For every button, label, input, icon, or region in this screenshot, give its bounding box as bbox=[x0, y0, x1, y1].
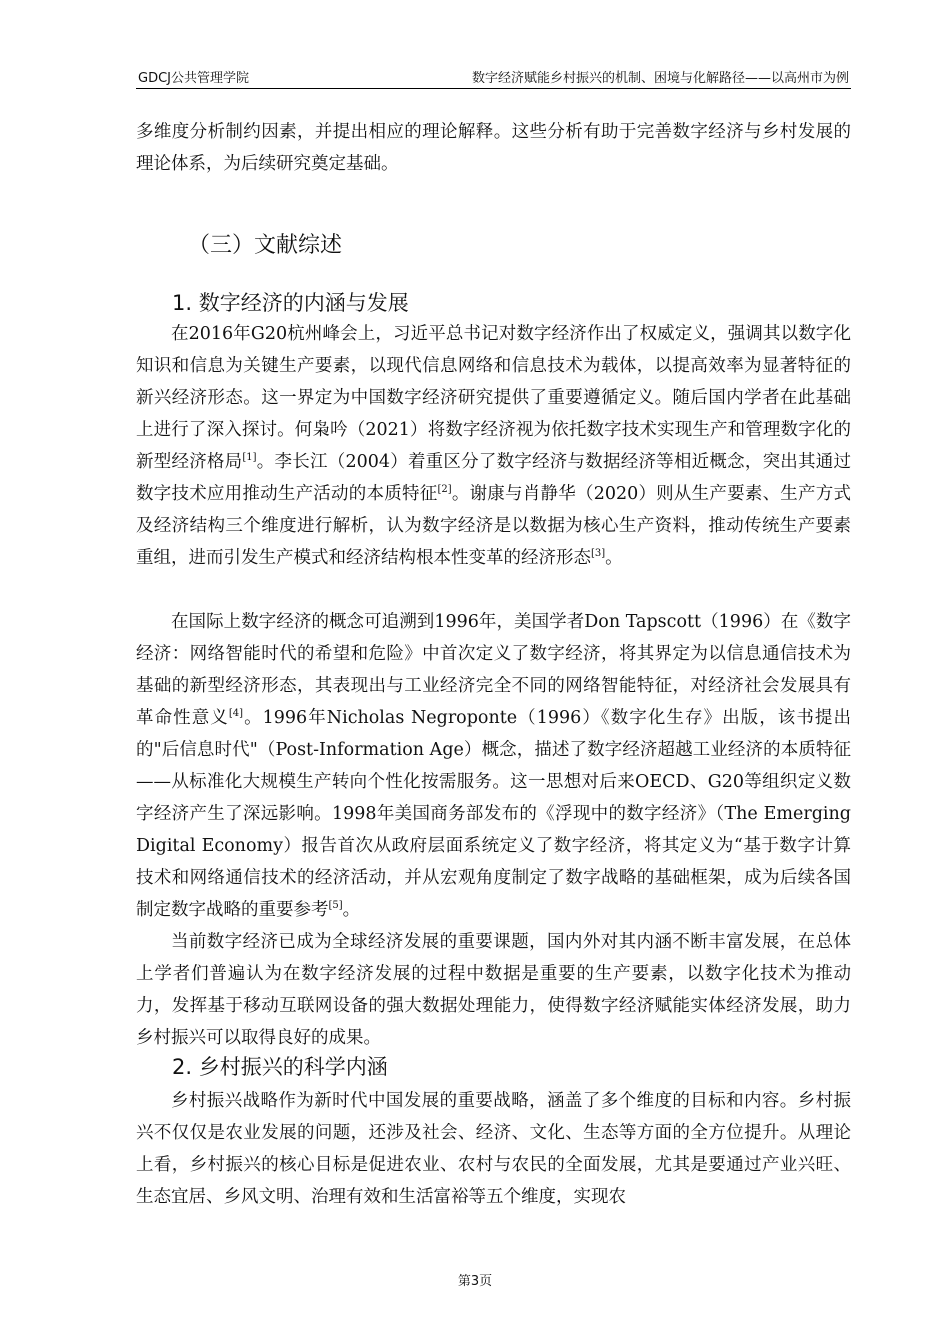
page-header bbox=[136, 66, 851, 89]
paragraph-current-status: 当前数字经济已成为全球经济发展的重要课题，国内外对其内涵不断丰富发展，在总体上学者们普遍认为在数字经济发展的过程中数据是重要的生产要素，以数字化技术为推动力，发挥基于移动互联网设备的强大数据处理能力，使得数字经济赋能实体经济发展，助力乡村振兴可以取得良好的成果。 bbox=[136, 932, 851, 1048]
paragraph-international-concept bbox=[136, 606, 851, 926]
paragraph-text: 在国际上数字经济的概念可追溯到1996年，美国学者Don Tapscott（1996）在《数字经济：网络智能时代的希望和危险》中首次定义了数字经济，将其界定为以信息通信技术为基础的新型经济形态，其表现出与工业经济完全不同的网络智能特征，对经济社会发展具有革命性意义 bbox=[136, 612, 851, 728]
subsection-title-2: 2. 乡村振兴的科学内涵 bbox=[172, 1055, 388, 1079]
citation-ref: [1] bbox=[242, 452, 257, 464]
paragraph-text: 。谢康与肖静华（2020）则从生产要素、生产方式及经济结构三个维度进行解析，认为数字经济是以数据为核心生产资料，推动传统生产要素重组，进而引发生产模式和经济结构根本性变革的经济形态 bbox=[136, 484, 851, 568]
intro-paragraph: 多维度分析制约因素，并提出相应的理论解释。这些分析有助于完善数字经济与乡村发展的理论体系，为后续研究奠定基础。 bbox=[136, 122, 851, 174]
paragraph-text: 。 bbox=[605, 548, 623, 568]
citation-ref: [3] bbox=[591, 548, 606, 560]
paragraph-digital-economy-definition bbox=[136, 318, 851, 574]
section-title: （三）文献综述 bbox=[188, 233, 343, 258]
paragraph-text: 。李长江（2004）着重区分了数字经济与数据经济等相近概念，突出其通过数字技术应用推动生产活动的本质特征 bbox=[136, 452, 851, 504]
citation-ref: [2] bbox=[437, 484, 452, 496]
citation-ref: [4] bbox=[228, 708, 243, 720]
citation-ref: [5] bbox=[328, 900, 343, 912]
header-thesis-title: 数字经济赋能乡村振兴的机制、困境与化解路径——以高州市为例 bbox=[471, 71, 849, 86]
subsection-title-1: 1. 数字经济的内涵与发展 bbox=[172, 291, 409, 315]
paragraph-rural-revitalization: 乡村振兴战略作为新时代中国发展的重要战略，涵盖了多个维度的目标和内容。乡村振兴不仅仅是农业发展的问题，还涉及社会、经济、文化、生态等方面的全方位提升。从理论上看，乡村振兴的核心目标是促进农业、农村与农民的全面发展，尤其是要通过产业兴旺、生态宜居、乡风文明、治理有效和生活富裕等五个维度，实现农 bbox=[136, 1091, 851, 1207]
paragraph-text: 在2016年G20杭州峰会上，习近平总书记对数字经济作出了权威定义，强调其以数字化知识和信息为关键生产要素，以现代信息网络和信息技术为载体，以提高效率为显著特征的新兴经济形态。这一界定为中国数字经济研究提供了重要遵循定义。随后国内学者在此基础上进行了深入探讨。何枭吟（2021）将数字经济视为依托数字技术实现生产和管理数字化的新型经济格局 bbox=[136, 324, 851, 472]
page-number: 第3页 bbox=[457, 1274, 493, 1289]
paragraph-text: 。1996年Nicholas Negroponte（1996）《数字化生存》出版，该书提出的"后信息时代"（Post-Information Age）概念，描述了数字经济超越工业经济的本质特征——从标准化大规模生产转向个性化按需服务。这一思想对后来OECD、G20等组织定义数字经济产生了深远影响。1998年美国商务部发布的《浮现中的数字经济》（The Emerging Digital Economy）报告首次从政府层面系统定义了数字经济，将其定义为“基于数字计算技术和网络通信技术的经济活动，并从宏观角度制定了数字战略的基础框架，成为后续各国制定数字战略的重要参考 bbox=[136, 708, 851, 920]
header-institution: GDCJ公共管理学院 bbox=[138, 71, 249, 86]
paragraph-text: 。 bbox=[342, 900, 361, 920]
